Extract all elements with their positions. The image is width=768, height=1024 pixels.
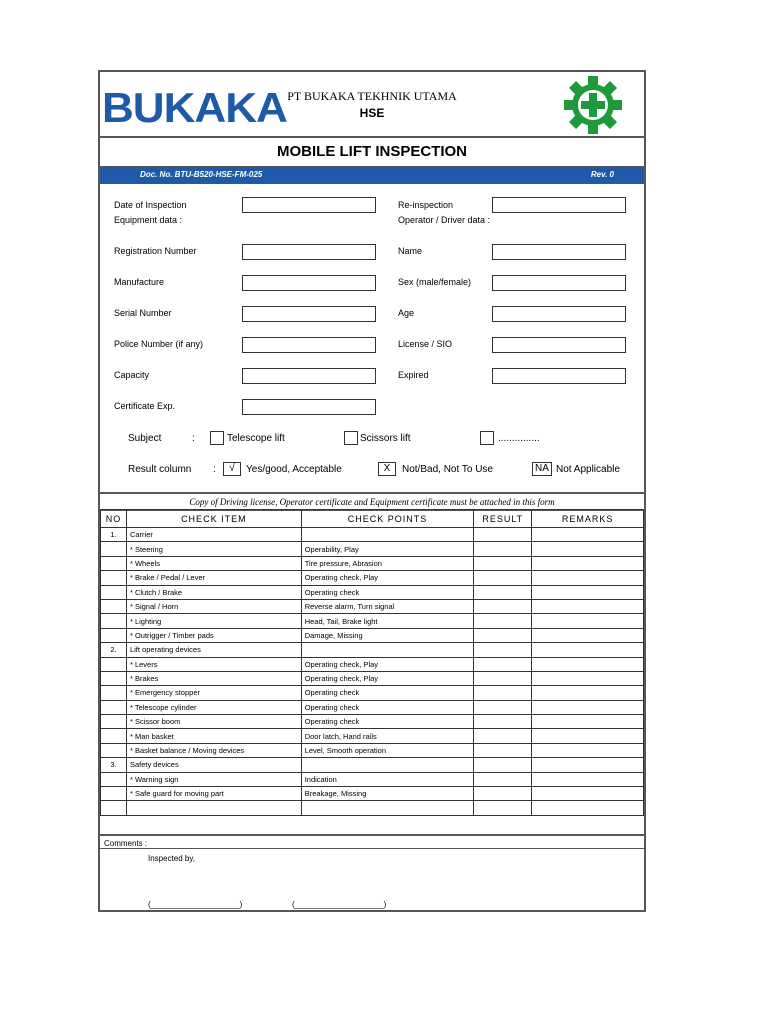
check-item-cell: * Safe guard for moving part xyxy=(126,787,301,801)
check-item-cell: * Man basket xyxy=(126,729,301,743)
other-subject-checkbox[interactable] xyxy=(480,431,494,445)
check-item-cell: * Levers xyxy=(126,657,301,671)
check-item-cell: * Outrigger / Timber pads xyxy=(126,628,301,642)
remarks-cell[interactable] xyxy=(532,614,644,628)
row-number xyxy=(101,715,127,729)
check-item-cell: * Warning sign xyxy=(126,772,301,786)
check-point-cell: Operating check, Play xyxy=(301,571,474,585)
result-cell[interactable] xyxy=(474,528,532,542)
form-title: MOBILE LIFT INSPECTION xyxy=(277,143,467,160)
table-row xyxy=(101,743,644,757)
check-item-cell: * Clutch / Brake xyxy=(126,585,301,599)
result-cell[interactable] xyxy=(474,686,532,700)
remarks-cell[interactable] xyxy=(532,700,644,714)
row-number xyxy=(101,657,127,671)
field-label-manufacture: Manufacture xyxy=(114,277,165,287)
check-item-cell: * Wheels xyxy=(126,556,301,570)
check-point-cell: Tire pressure, Abrasion xyxy=(301,556,474,570)
table-row xyxy=(101,528,644,542)
inspection-form xyxy=(98,70,646,912)
check-point-cell xyxy=(301,758,474,772)
check-point-cell xyxy=(301,528,474,542)
table-row xyxy=(101,758,644,772)
col-result: RESULT xyxy=(474,510,532,528)
signature-line-left[interactable]: (____________________) xyxy=(148,900,243,909)
check-point-cell: Damage, Missing xyxy=(301,628,474,642)
row-number xyxy=(101,801,127,815)
check-item-cell: * Signal / Horn xyxy=(126,599,301,613)
equipment-data-label: Equipment data : xyxy=(114,215,183,225)
check-item-cell: * Lighting xyxy=(126,614,301,628)
result-cell[interactable] xyxy=(474,787,532,801)
result-cell[interactable] xyxy=(474,599,532,613)
remarks-cell[interactable] xyxy=(532,801,644,815)
check-item-cell: * Scissor boom xyxy=(126,715,301,729)
check-item-cell: * Brake / Pedal / Lever xyxy=(126,571,301,585)
col-check-item: CHECK ITEM xyxy=(126,510,301,528)
table-row xyxy=(101,628,644,642)
other-subject-label: ............... xyxy=(498,433,540,444)
form-header xyxy=(100,72,644,138)
remarks-cell[interactable] xyxy=(532,542,644,556)
col-no: NO xyxy=(101,510,127,528)
check-item-cell: * Steering xyxy=(126,542,301,556)
document-bar xyxy=(100,166,644,184)
table-row xyxy=(101,657,644,671)
remarks-cell[interactable] xyxy=(532,671,644,685)
check-item-cell: Carrier xyxy=(126,528,301,542)
field-label-name: Name xyxy=(398,246,423,256)
field-label-expired: Expired xyxy=(398,370,429,380)
check-item-cell: Safety devices xyxy=(126,758,301,772)
field-label-serial: Serial Number xyxy=(114,308,172,318)
remarks-cell[interactable] xyxy=(532,528,644,542)
row-number xyxy=(101,571,127,585)
check-point-cell: Breakage, Missing xyxy=(301,787,474,801)
checklist-table xyxy=(100,509,644,816)
remarks-cell[interactable] xyxy=(532,729,644,743)
row-number xyxy=(101,628,127,642)
scissors-lift-label: Scissors lift xyxy=(360,433,411,444)
doc-number: Doc. No. BTU-B520-HSE-FM-025 xyxy=(140,170,263,179)
row-number xyxy=(101,686,127,700)
check-point-cell: Door latch, Hand rails xyxy=(301,729,474,743)
field-label-license: License / SIO xyxy=(398,339,453,349)
result-cell[interactable] xyxy=(474,628,532,642)
telescope-lift-label: Telescope lift xyxy=(227,433,285,444)
capacity-field[interactable] xyxy=(242,368,376,384)
result-cell[interactable] xyxy=(474,585,532,599)
field-label-certificate: Certificate Exp. xyxy=(114,401,176,411)
remarks-cell[interactable] xyxy=(532,556,644,570)
table-row xyxy=(101,556,644,570)
not-bad-label: Not/Bad, Not To Use xyxy=(402,464,493,475)
telescope-lift-checkbox[interactable] xyxy=(210,431,224,445)
row-number xyxy=(101,787,127,801)
row-number xyxy=(101,614,127,628)
manufacture-field[interactable] xyxy=(242,275,376,291)
company-logo: BUKAKA xyxy=(102,84,287,131)
serial-number-field[interactable] xyxy=(242,306,376,322)
check-point-cell: Operating check, Play xyxy=(301,657,474,671)
check-item-cell: * Telescope cylinder xyxy=(126,700,301,714)
check-point-cell: Head, Tail, Brake light xyxy=(301,614,474,628)
check-item-cell: * Brakes xyxy=(126,671,301,685)
table-row xyxy=(101,700,644,714)
row-number: 1. xyxy=(101,528,127,542)
check-point-cell xyxy=(301,801,474,815)
attachment-note: Copy of Driving license, Operator certificate and Equipment certificate must be attached in this form xyxy=(100,492,644,511)
x-mark-legend: X xyxy=(378,462,396,476)
table-row xyxy=(101,729,644,743)
remarks-cell[interactable] xyxy=(532,628,644,642)
result-cell[interactable] xyxy=(474,715,532,729)
inspected-by-label: Inspected by, xyxy=(148,854,195,863)
table-row xyxy=(101,542,644,556)
gear-cross-icon xyxy=(557,76,629,134)
remarks-cell[interactable] xyxy=(532,571,644,585)
name-field[interactable] xyxy=(492,244,626,260)
re-inspection-label: Re-inspection xyxy=(398,200,454,210)
result-cell[interactable] xyxy=(474,801,532,815)
not-applicable-label: Not Applicable xyxy=(556,464,620,475)
check-item-cell xyxy=(126,801,301,815)
scissors-lift-checkbox[interactable] xyxy=(344,431,358,445)
row-number xyxy=(101,585,127,599)
remarks-cell[interactable] xyxy=(532,758,644,772)
check-point-cell: Operating check xyxy=(301,715,474,729)
field-label-police: Police Number (if any) xyxy=(114,339,204,349)
comments-label: Comments : xyxy=(100,834,644,849)
col-check-points: CHECK POINTS xyxy=(301,510,474,528)
result-cell[interactable] xyxy=(474,671,532,685)
yes-good-label: Yes/good, Acceptable xyxy=(246,464,342,475)
field-label-age: Age xyxy=(398,308,415,318)
table-row xyxy=(101,571,644,585)
remarks-cell[interactable] xyxy=(532,599,644,613)
table-row xyxy=(101,643,644,657)
expired-field[interactable] xyxy=(492,368,626,384)
remarks-cell[interactable] xyxy=(532,715,644,729)
result-cell[interactable] xyxy=(474,729,532,743)
table-row xyxy=(101,787,644,801)
operator-data-label: Operator / Driver data : xyxy=(398,215,491,225)
remarks-cell[interactable] xyxy=(532,787,644,801)
check-point-cell: Operating check, Play xyxy=(301,671,474,685)
field-label-capacity: Capacity xyxy=(114,370,150,380)
revision: Rev. 0 xyxy=(590,170,614,179)
na-mark-legend: NA xyxy=(532,462,552,476)
table-row xyxy=(101,599,644,613)
check-mark-legend: √ xyxy=(223,462,241,476)
result-cell[interactable] xyxy=(474,556,532,570)
check-point-cell: Operating check xyxy=(301,686,474,700)
check-point-cell: Operability, Play xyxy=(301,542,474,556)
certificate-exp-field[interactable] xyxy=(242,399,376,415)
table-header-row xyxy=(101,510,644,528)
date-of-inspection-label: Date of Inspection xyxy=(114,200,187,210)
result-cell[interactable] xyxy=(474,643,532,657)
result-colon: : xyxy=(213,464,216,475)
table-row xyxy=(101,585,644,599)
row-number xyxy=(101,599,127,613)
field-label-registration: Registration Number xyxy=(114,246,197,256)
table-row xyxy=(101,772,644,786)
remarks-cell[interactable] xyxy=(532,585,644,599)
age-field[interactable] xyxy=(492,306,626,322)
check-item-cell: * Emergency stopper xyxy=(126,686,301,700)
sex-field[interactable] xyxy=(492,275,626,291)
check-item-cell: * Basket balance / Moving devices xyxy=(126,743,301,757)
result-column-label: Result column xyxy=(128,464,192,475)
license-field[interactable] xyxy=(492,337,626,353)
department-name: HSE xyxy=(359,106,385,120)
result-cell[interactable] xyxy=(474,542,532,556)
check-item-cell: Lift operating devices xyxy=(126,643,301,657)
row-number xyxy=(101,772,127,786)
check-point-cell: Operating check xyxy=(301,700,474,714)
re-inspection-field[interactable] xyxy=(492,197,626,213)
result-cell[interactable] xyxy=(474,700,532,714)
result-cell[interactable] xyxy=(474,743,532,757)
result-cell[interactable] xyxy=(474,571,532,585)
check-point-cell: Indication xyxy=(301,772,474,786)
company-name: PT BUKAKA TEKHNIK UTAMA xyxy=(287,89,457,103)
remarks-cell[interactable] xyxy=(532,772,644,786)
row-number xyxy=(101,542,127,556)
registration-number-field[interactable] xyxy=(242,244,376,260)
check-point-cell: Level, Smooth operation xyxy=(301,743,474,757)
check-point-cell xyxy=(301,643,474,657)
check-point-cell: Operating check xyxy=(301,585,474,599)
subject-label: Subject xyxy=(128,433,162,444)
row-number xyxy=(101,700,127,714)
result-cell[interactable] xyxy=(474,772,532,786)
remarks-cell[interactable] xyxy=(532,643,644,657)
row-number: 3. xyxy=(101,758,127,772)
result-cell[interactable] xyxy=(474,758,532,772)
field-label-sex: Sex (male/female) xyxy=(398,277,472,287)
remarks-cell[interactable] xyxy=(532,686,644,700)
row-number xyxy=(101,743,127,757)
remarks-cell[interactable] xyxy=(532,657,644,671)
signature-line-right[interactable]: (____________________) xyxy=(292,900,387,909)
col-remarks: REMARKS xyxy=(532,510,644,528)
table-row xyxy=(101,801,644,815)
table-row xyxy=(101,715,644,729)
row-number xyxy=(101,729,127,743)
table-row xyxy=(101,686,644,700)
check-point-cell: Reverse alarm, Turn signal xyxy=(301,599,474,613)
table-row xyxy=(101,671,644,685)
result-cell[interactable] xyxy=(474,657,532,671)
row-number: 2. xyxy=(101,643,127,657)
police-number-field[interactable] xyxy=(242,337,376,353)
row-number xyxy=(101,556,127,570)
row-number xyxy=(101,671,127,685)
table-row xyxy=(101,614,644,628)
remarks-cell[interactable] xyxy=(532,743,644,757)
date-of-inspection-field[interactable] xyxy=(242,197,376,213)
subject-colon: : xyxy=(192,433,195,444)
result-cell[interactable] xyxy=(474,614,532,628)
